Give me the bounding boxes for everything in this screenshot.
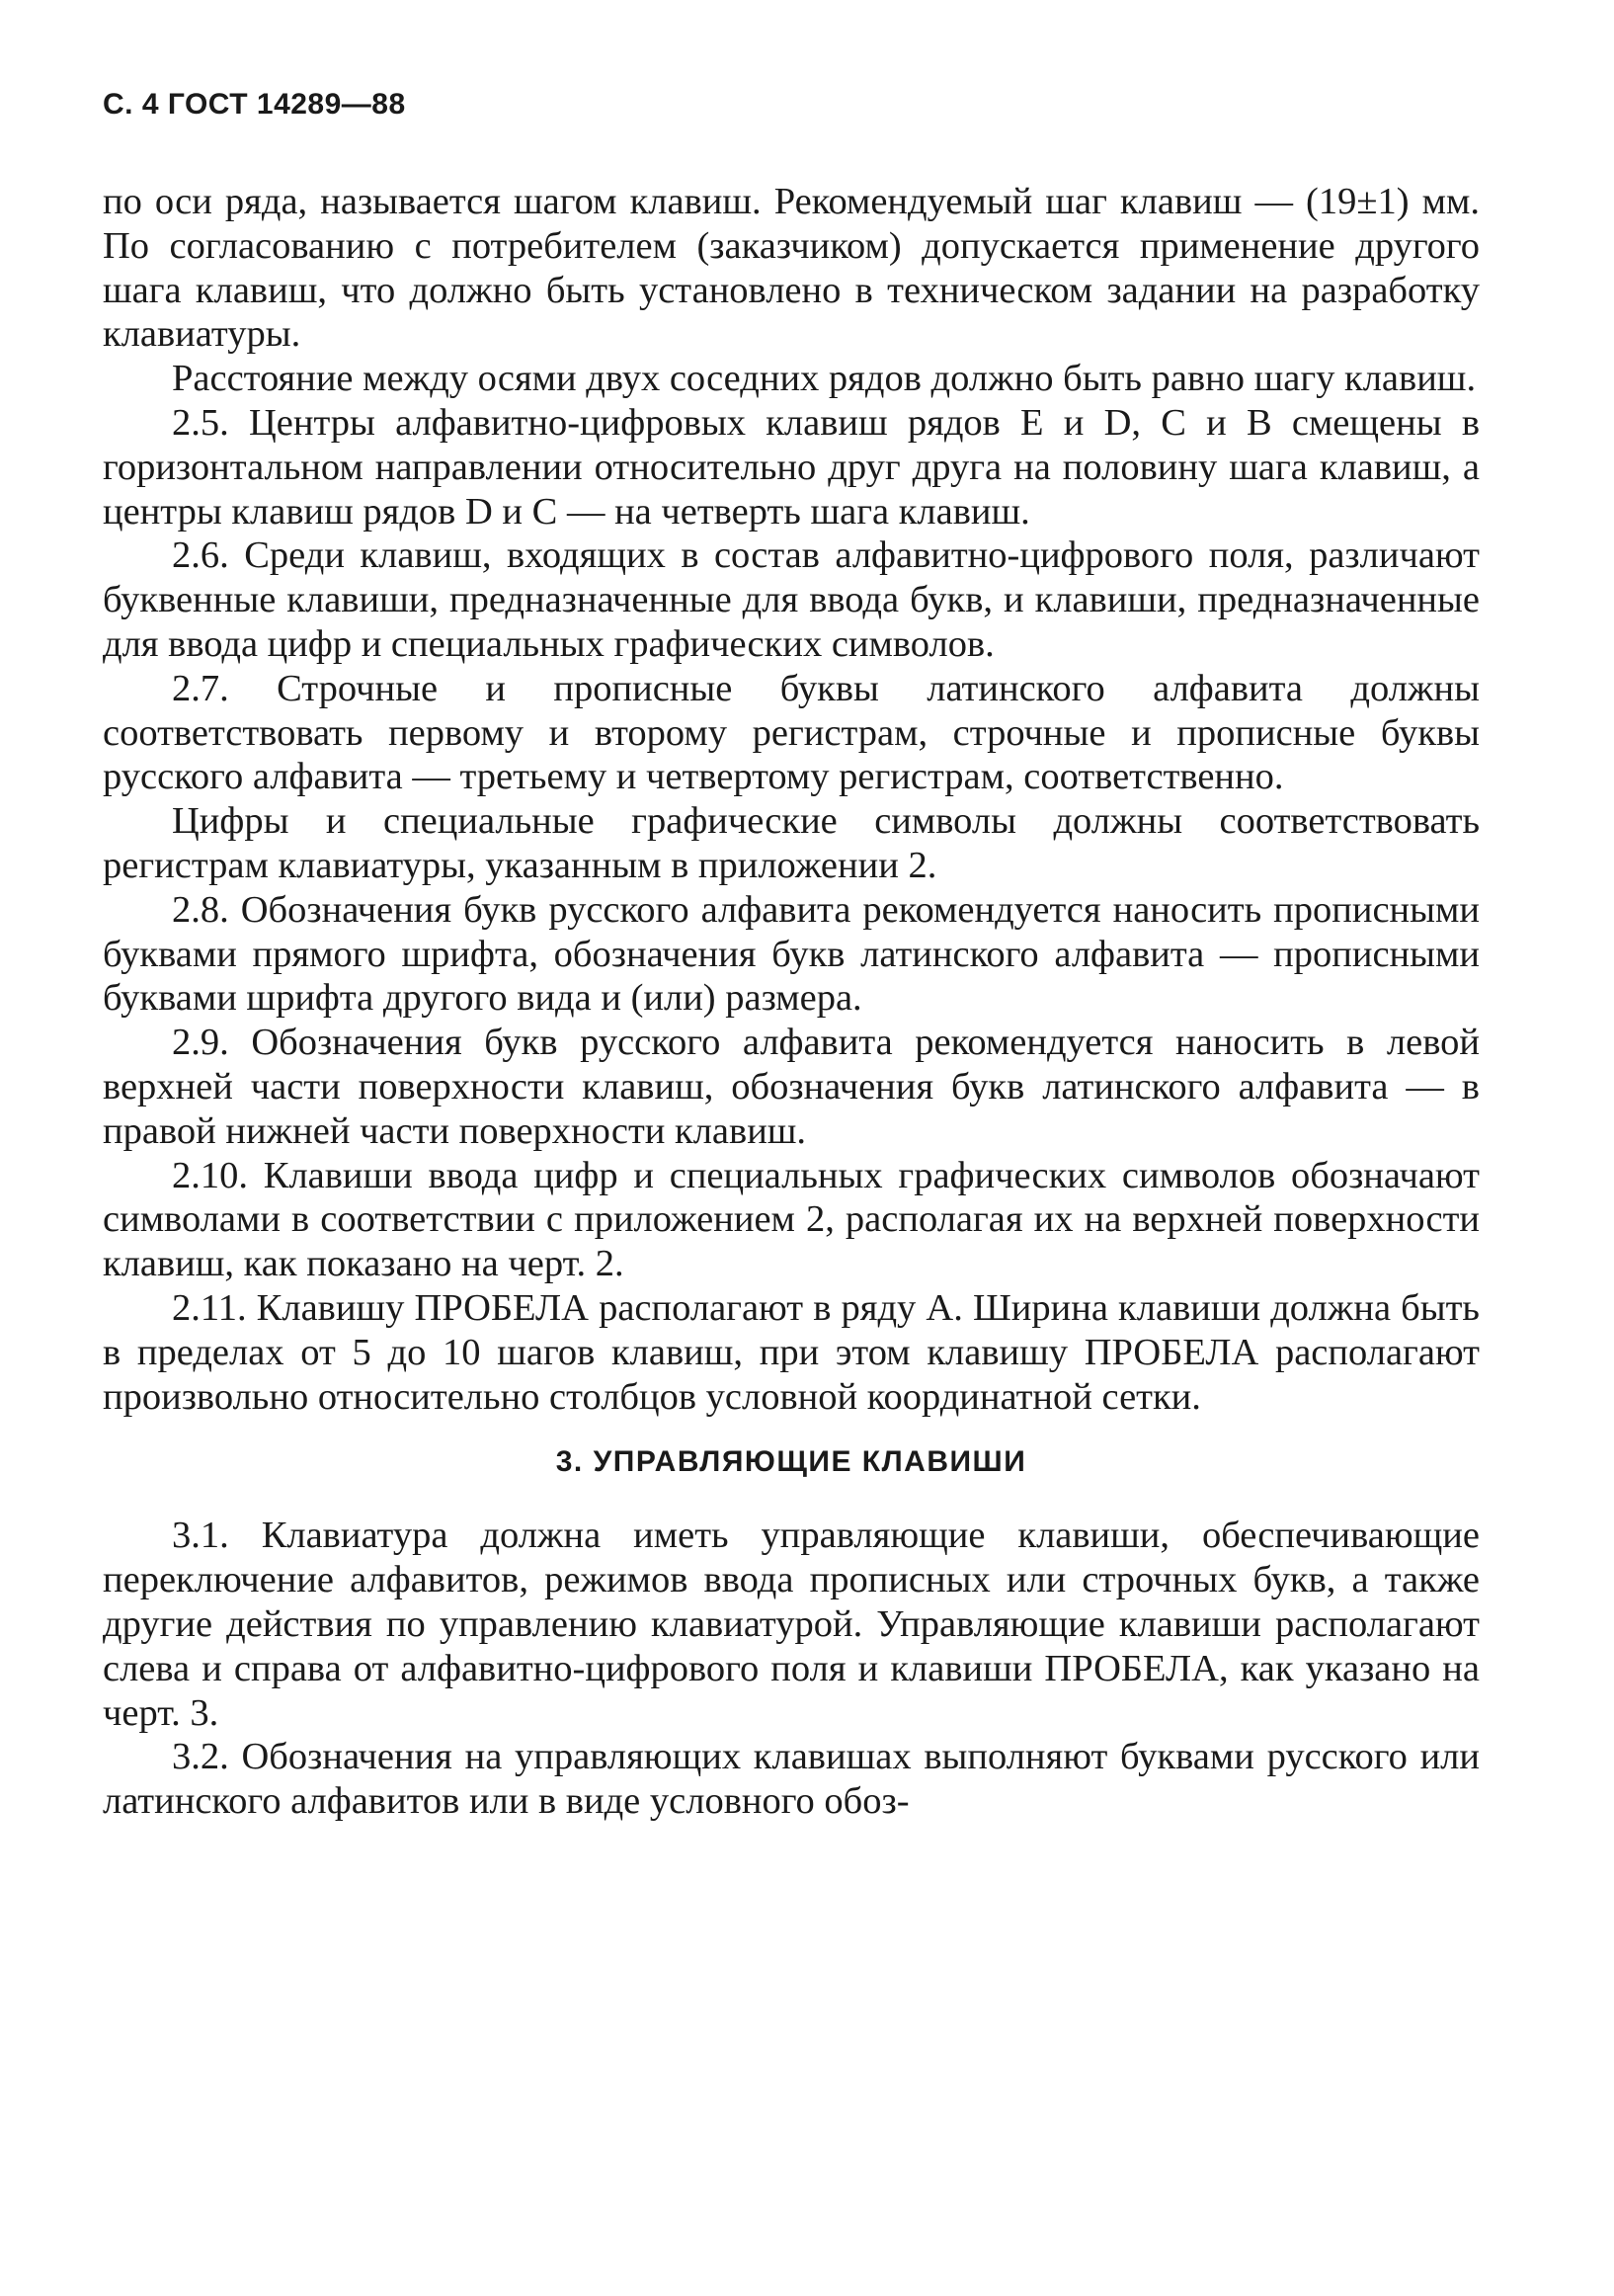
paragraphs-before-section: [103, 180, 1480, 1419]
paragraph-2-9: 2.9. Обозначения букв русского алфавита рекомендуется наносить в левой верхней части поверхности клавиш, обозначения букв латинского алфавита — в правой нижней части поверхности клавиш.: [103, 1022, 1480, 1152]
document-page: [103, 87, 1480, 1824]
paragraph-2-10: 2.10. Клавиши ввода цифр и специальных графических символов обозначают символами в соответствии с приложением 2, располагая их на верхней поверхности клавиш, как показано на черт. 2.: [103, 1154, 1480, 1285]
paragraph-3-2: 3.2. Обозначения на управляющих клавишах выполняют буквами русского или латинского алфавитов или в виде условного обоз-: [103, 1736, 1480, 1823]
paragraph-2-5: 2.5. Центры алфавитно-цифровых клавиш рядов E и D, C и B смещены в горизонтальном направлении относительно друг друга на половину шага клавиш, а центры клавиш рядов D и C — на четверть шага клавиш.: [103, 401, 1480, 533]
paragraph-digits: Цифры и специальные графические символы должны соответствовать регистрам клавиатуры, указанным в приложении 2.: [103, 800, 1480, 886]
paragraph-3-1: 3.1. Клавиатура должна иметь управляющие клавиши, обеспечивающие переключение алфавитов, режимов ввода прописных или строчных букв, а также другие действия по управлению клавиатурой. Управляющие клавиши располагают слева и справа от алфавитно-цифрового поля и клавиши ПРОБЕЛА, как указано на черт. 3.: [103, 1515, 1480, 1734]
paragraphs-after-section: [103, 1514, 1480, 1824]
paragraph-2-8: 2.8. Обозначения букв русского алфавита рекомендуется наносить прописными буквами прямого шрифта, обозначения букв латинского алфавита — прописными буквами шрифта другого вида и (или) размера.: [103, 888, 1480, 1020]
paragraph-2-6: 2.6. Среди клавиш, входящих в состав алфавитно-цифрового поля, различают буквенные клавиши, предназначенные для ввода букв, и клавиши, предназначенные для ввода цифр и специальных графических символов.: [103, 534, 1480, 665]
paragraph-2-7: 2.7. Строчные и прописные буквы латинского алфавита должны соответствовать первому и второму регистрам, строчные и прописные буквы русского алфавита — третьему и четвертому регистрам, соответственно.: [103, 667, 1480, 798]
section-title: 3. УПРАВЛЯЮЩИЕ КЛАВИШИ: [555, 1445, 1027, 1479]
paragraph-continued: по оси ряда, называется шагом клавиш. Рекомендуемый шаг клавиш — (19±1) мм. По согласованию с потребителем (заказчиком) допускается применение другого шага клавиш, что должно быть установлено в техническом задании на разработку клавиатуры.: [103, 181, 1480, 356]
page-header: С. 4 ГОСТ 14289—88: [103, 88, 406, 121]
paragraph-2-11: 2.11. Клавишу ПРОБЕЛА располагают в ряду А. Ширина клавиши должна быть в пределах от 5 до 10 шагов клавиш, при этом клавишу ПРОБЕЛА располагают произвольно относительно столбцов условной координатной сетки.: [103, 1286, 1480, 1418]
paragraph-row-distance: Расстояние между осями двух соседних рядов должно быть равно шагу клавиш.: [172, 358, 1477, 400]
